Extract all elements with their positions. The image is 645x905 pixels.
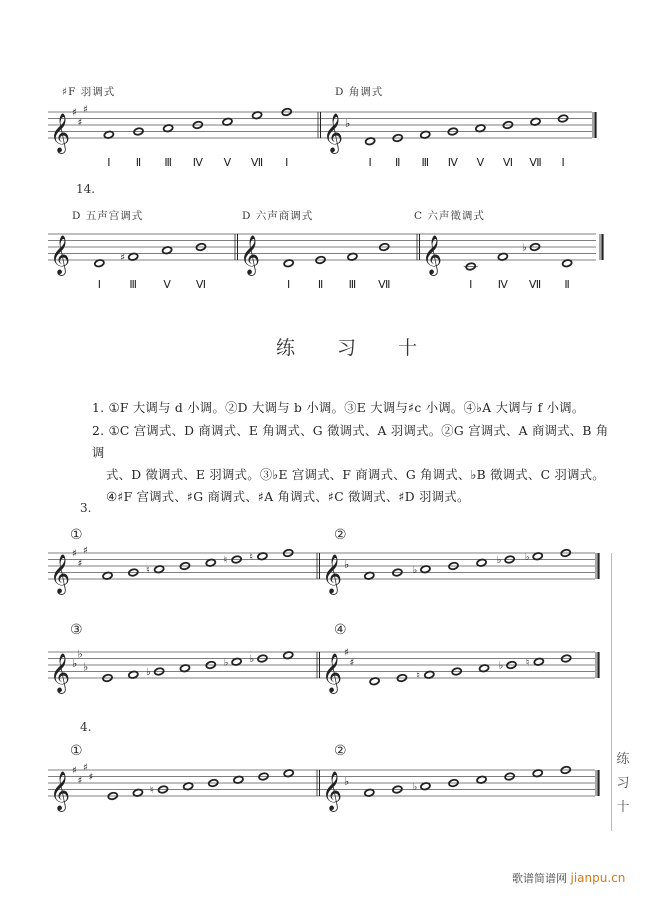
- scale-degree-label: Ⅰ: [561, 157, 565, 169]
- chapter-side-label: [616, 748, 630, 820]
- item-number: ②: [334, 527, 347, 543]
- flat-icon: ♭: [77, 647, 83, 661]
- flat-icon: ♭: [521, 242, 527, 254]
- flat-icon: ♭: [345, 117, 351, 130]
- staff-measure: [50, 647, 320, 694]
- scale-degree-label: Ⅱ: [564, 279, 570, 291]
- treble-clef-icon: 𝄞: [50, 113, 71, 153]
- staff-label: D 六声商调式: [242, 210, 314, 222]
- scale-degree-label: Ⅲ: [164, 157, 172, 169]
- section-title: 练 习 十: [276, 337, 436, 359]
- flat-icon: ♭: [72, 657, 78, 670]
- flat-icon: ♭: [344, 775, 350, 788]
- flat-icon: ♭: [496, 555, 502, 566]
- sharp-icon: ♯: [83, 762, 88, 774]
- sharp-icon: ♯: [88, 772, 94, 783]
- scale-degree-label: Ⅲ: [348, 279, 357, 291]
- staff-label: C 六声徵调式: [414, 210, 485, 222]
- staff-measure: [50, 234, 238, 291]
- flat-icon: ♭: [344, 558, 350, 571]
- scale-degree-label: Ⅰ: [107, 157, 111, 169]
- scale-degree-label: Ⅰ: [97, 279, 101, 291]
- staff-svg: [48, 528, 597, 608]
- treble-clef-icon: 𝄞: [322, 771, 343, 811]
- exercise-number: 4.: [80, 720, 92, 734]
- scale-degree-label: Ⅶ: [528, 279, 542, 291]
- treble-clef-icon: 𝄞: [322, 554, 343, 594]
- item-number: ①: [70, 743, 83, 759]
- flat-icon: ♭: [83, 660, 89, 674]
- watermark: [512, 870, 625, 886]
- staff-measure: [50, 104, 321, 169]
- scale-degree-label: Ⅳ: [192, 157, 203, 169]
- natural-icon: ♮: [150, 785, 154, 796]
- sharp-icon: ♯: [77, 558, 83, 570]
- scale-degree-label: Ⅴ: [163, 279, 171, 291]
- scale-degree-label: Ⅵ: [502, 157, 514, 169]
- natural-icon: ♮: [146, 564, 150, 576]
- sharp-icon: ♯: [72, 548, 77, 560]
- treble-clef-icon: 𝄞: [322, 653, 343, 693]
- watermark-site-name: 歌谱简谱网: [512, 872, 567, 885]
- chapter-char: 十: [616, 800, 630, 815]
- scale-degree-label: Ⅱ: [135, 157, 142, 169]
- scale-degree-label: Ⅳ: [497, 279, 508, 291]
- staff-measure: [323, 112, 596, 169]
- staff-measure: [322, 766, 599, 812]
- scale-degree-label: Ⅶ: [378, 279, 391, 291]
- natural-icon: ♮: [525, 657, 530, 669]
- treble-clef-icon: 𝄞: [50, 554, 71, 594]
- staff-label: D 五声宫调式: [72, 210, 144, 222]
- item-number: ④: [334, 622, 347, 638]
- exercise-number: 14.: [76, 182, 96, 196]
- side-divider: [611, 553, 612, 831]
- item-number: ③: [70, 622, 83, 638]
- staff-svg: [48, 745, 597, 825]
- scale-degree-label: Ⅱ: [394, 157, 401, 169]
- natural-icon: ♮: [249, 551, 253, 563]
- treble-clef-icon: 𝄞: [50, 771, 71, 811]
- scale-degree-label: Ⅶ: [250, 157, 264, 169]
- scale-degree-label: Ⅰ: [469, 279, 473, 291]
- scale-degree-label: Ⅴ: [223, 157, 232, 169]
- answer-q2-line1: 2. ①C 宫调式、D 商调式、E 角调式、G 徵调式、A 羽调式。②G 宫调式、A 商调式、B 角调: [92, 424, 609, 460]
- scale-degree-label: Ⅴ: [476, 157, 485, 169]
- flat-icon: ♭: [524, 551, 530, 563]
- watermark-domain: jianpu.cn: [570, 871, 626, 885]
- sharp-icon: ♯: [77, 117, 83, 129]
- scale-degree-label: Ⅳ: [447, 157, 458, 169]
- treble-clef-icon: 𝄞: [240, 235, 261, 275]
- staff-measure: [240, 234, 420, 291]
- sharp-icon: ♯: [120, 252, 126, 264]
- staff-measure: [322, 648, 599, 695]
- sharp-icon: ♯: [72, 765, 77, 777]
- staff-label: ♯F 羽调式: [62, 86, 116, 98]
- answer-paragraph: [92, 397, 612, 508]
- sharp-icon: ♯: [83, 104, 88, 116]
- flat-icon: ♭: [498, 660, 504, 672]
- treble-clef-icon: 𝄞: [50, 653, 71, 693]
- treble-clef-icon: 𝄞: [50, 235, 71, 275]
- sharp-icon: ♯: [349, 657, 355, 669]
- sharp-icon: ♯: [83, 545, 88, 557]
- staff-svg: [48, 87, 594, 167]
- answer-q2-line3: ④♯F 宫调式、♯G 商调式、♯A 角调式、♯C 徵调式、♯D 羽调式。: [106, 490, 470, 504]
- natural-icon: ♮: [223, 555, 228, 566]
- scale-degree-label: Ⅶ: [529, 157, 542, 169]
- staff-measure: [422, 234, 603, 291]
- answer-q1: 1. ①F 大调与 d 小调。②D 大调与 b 小调。③E 大调与♯c 小调。④♭A 大调与 f 小调。: [92, 401, 585, 415]
- item-number: ①: [70, 527, 83, 543]
- staff-svg: [48, 209, 598, 289]
- sharp-icon: ♯: [72, 107, 77, 119]
- scale-degree-label: Ⅰ: [287, 279, 291, 291]
- staff-label: D 角调式: [335, 86, 384, 98]
- natural-icon: ♮: [416, 670, 420, 682]
- staff-svg: [48, 627, 597, 707]
- flat-icon: ♭: [223, 657, 229, 669]
- treble-clef-icon: 𝄞: [323, 113, 344, 153]
- chapter-char: 习: [616, 776, 630, 791]
- sharp-icon: ♯: [77, 775, 83, 787]
- scale-degree-label: Ⅱ: [317, 279, 324, 291]
- answer-q2-line2: 式、D 徵调式、E 羽调式。③♭E 宫调式、F 商调式、G 角调式、♭B 徵调式、C 羽调式。: [106, 468, 605, 482]
- scale-degree-label: Ⅰ: [368, 157, 372, 169]
- flat-icon: ♭: [249, 654, 255, 665]
- sharp-icon: ♯: [344, 647, 349, 659]
- chapter-char: 练: [616, 752, 630, 767]
- scale-degree-label: Ⅲ: [421, 157, 430, 169]
- item-number: ②: [334, 743, 347, 759]
- scale-degree-label: Ⅰ: [285, 157, 289, 169]
- flat-icon: ♭: [412, 781, 418, 793]
- flat-icon: ♭: [412, 564, 418, 576]
- exercise-number: 3.: [80, 501, 92, 515]
- scale-degree-label: Ⅵ: [195, 279, 207, 291]
- flat-icon: ♭: [146, 667, 151, 678]
- scale-degree-label: Ⅲ: [129, 279, 138, 291]
- treble-clef-icon: 𝄞: [422, 235, 443, 275]
- staff-measure: [322, 549, 599, 595]
